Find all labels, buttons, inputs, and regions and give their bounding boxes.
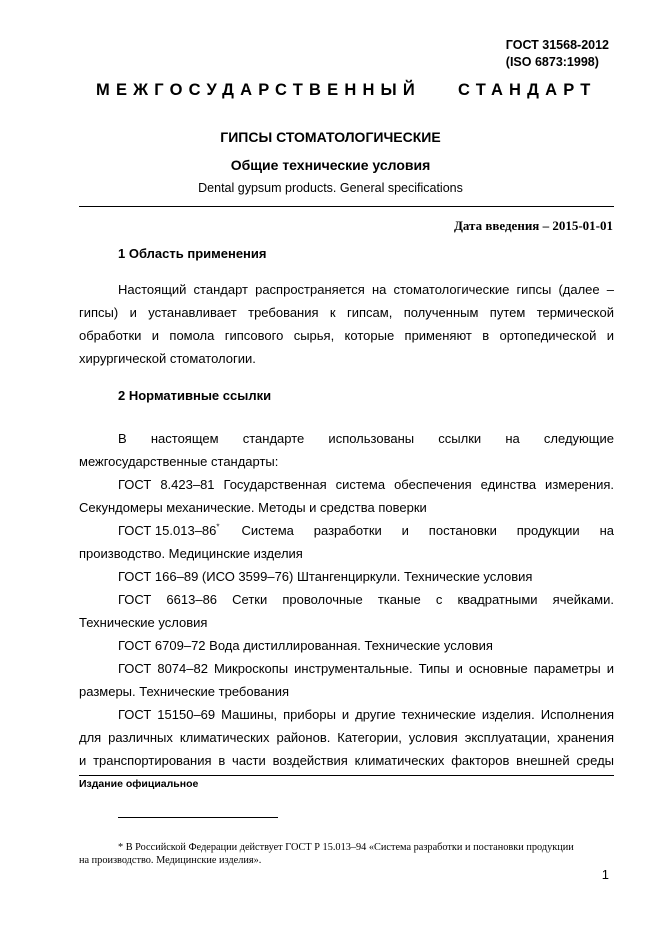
banner-interstate: МЕЖГОСУДАРСТВЕННЫЙ	[96, 81, 421, 99]
references-line: межгосударственные стандарты:	[79, 454, 279, 469]
references-line: ГОСТ 8074–82 Микроскопы инструментальные. Типы и основные параметры и	[118, 661, 614, 676]
footnote-line: * В Российской Федерации действует ГОСТ Р 15.013–94 «Система разработки и постановки продукции	[118, 842, 574, 853]
section-heading-references: 2 Нормативные ссылки	[118, 388, 272, 403]
page-number: 1	[601, 867, 609, 882]
scope-line: хирургической стоматологии.	[79, 351, 256, 366]
reference-gost-15013: ГОСТ 15.013–86*	[118, 522, 220, 538]
references-line: В настоящем стандарте использованы ссылки на следующие	[118, 431, 614, 446]
banner-standard: СТАНДАРТ	[458, 81, 597, 99]
scope-line: гипсы) и устанавливает требования к гипсам, полученным путем термической	[79, 305, 614, 320]
references-line: Технические условия	[79, 615, 208, 630]
scope-line: Настоящий стандарт распространяется на стоматологические гипсы (далее –	[118, 282, 614, 297]
footnote-line: на производство. Медицинские изделия».	[79, 855, 262, 866]
document-code-gost: ГОСТ 31568-2012	[505, 38, 609, 52]
references-line: ГОСТ 6709–72 Вода дистиллированная. Технические условия	[118, 638, 493, 653]
references-line: ГОСТ 166–89 (ИСО 3599–76) Штангенциркули. Технические условия	[118, 569, 533, 584]
footnote	[79, 841, 614, 867]
official-edition-label: Издание официальное	[79, 778, 199, 790]
footnote-separator	[118, 817, 278, 818]
references-line: и транспортирования в части воздействия климатических факторов внешней среды	[79, 753, 614, 768]
references-line: Секундомеры механические. Методы и средства поверки	[79, 500, 427, 515]
document-subtitle: Общие технические условия	[230, 157, 431, 173]
references-line: ГОСТ 6613–86 Сетки проволочные тканые с квадратными ячейками.	[118, 592, 614, 607]
document-code-iso: (ISO 6873:1998)	[505, 55, 599, 69]
footnote-asterisk: *	[118, 842, 124, 853]
references-line: размеры. Технические требования	[79, 684, 290, 699]
section-heading-scope: 1 Область применения	[118, 246, 267, 261]
reference-gost-15013-title: Система разработки и постановки продукции на	[241, 523, 614, 538]
references-line	[118, 519, 614, 543]
title-divider	[79, 206, 614, 207]
body-bottom-divider	[79, 775, 614, 776]
footnote-marker: *	[216, 522, 220, 532]
references-line: ГОСТ 8.423–81 Государственная система обеспечения единства измерения.	[118, 477, 614, 492]
introduction-date: Дата введения – 2015-01-01	[453, 218, 613, 233]
document-code	[506, 37, 609, 71]
references-line: производство. Медицинские изделия	[79, 546, 303, 561]
document-title-english: Dental gypsum products. General specifications	[198, 181, 463, 195]
references-line: ГОСТ 15150–69 Машины, приборы и другие технические изделия. Исполнения	[118, 707, 614, 722]
references-line: для различных климатических районов. Категории, условия эксплуатации, хранения	[79, 730, 614, 745]
scope-line: обработки и помола гипсового сырья, которые применяют в ортопедической и	[79, 328, 614, 343]
document-title: ГИПСЫ СТОМАТОЛОГИЧЕСКИЕ	[220, 129, 441, 145]
